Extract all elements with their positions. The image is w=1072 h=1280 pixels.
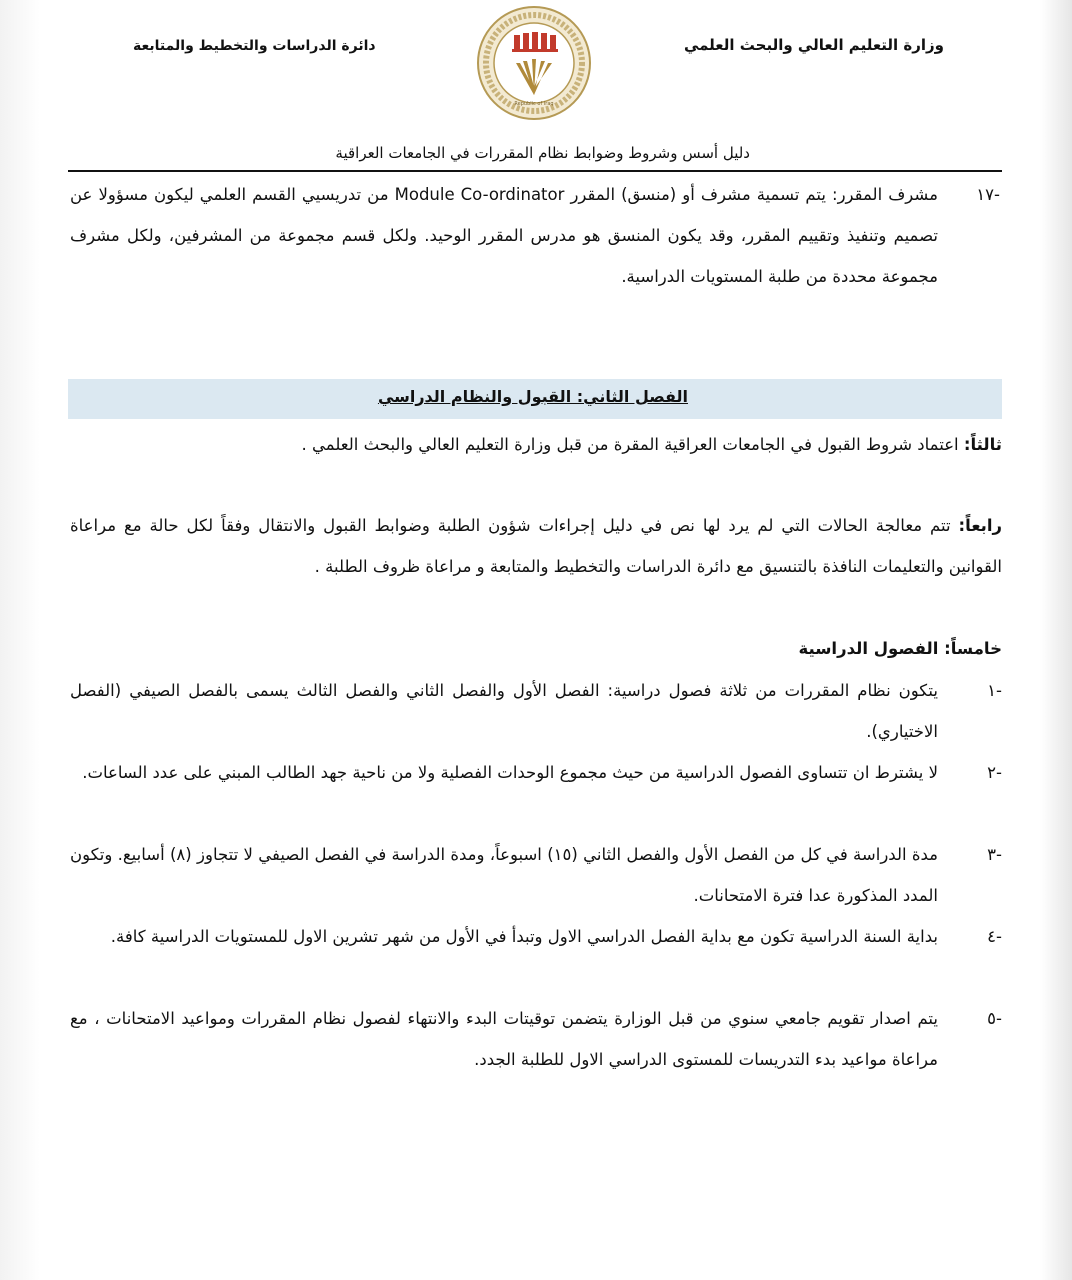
list-item-number: -٣: [987, 845, 1002, 864]
section-fourth-label: رابعاً:: [958, 516, 1002, 535]
document-subtitle: دليل أسس وشروط وضوابط نظام المقررات في الجامعات العراقية: [335, 144, 750, 162]
list-item-number: -١: [987, 681, 1002, 700]
item-17-number: -١٧: [976, 185, 1000, 204]
list-item: [70, 670, 1002, 752]
list-item-number: -٤: [987, 927, 1002, 946]
item-17-text: مشرف المقرر: يتم تسمية مشرف أو (منسق) المقرر Module Co-ordinator من تدريسيي القسم العلمي ليكون مسؤولا عن تصميم وتنفيذ وتقييم المقرر، وقد يكون المنسق هو مدرس المقرر الوحيد. ولكل قسم مجموعة من المشرفين، ولكل مشرف مجموعة محددة من طلبة المستويات الدراسية.: [70, 185, 938, 286]
list-item: [70, 752, 1002, 793]
section-fourth: [70, 505, 1002, 587]
section-third: [200, 424, 1002, 465]
list-item: [70, 998, 1002, 1080]
list-item-text: مدة الدراسة في كل من الفصل الأول والفصل الثاني (١٥) اسبوعاً، ومدة الدراسة في الفصل الصيفي لا تتجاوز (٨) أسابيع. وتكون المدد المذكورة عدا فترة الامتحانات.: [70, 845, 939, 905]
list-item-text: يتكون نظام المقررات من ثلاثة فصول دراسية: الفصل الأول والفصل الثاني والفصل الثالث يسمى بالفصل الصيفي (الفصل الاختياري).: [70, 681, 938, 741]
section-fifth-heading: خامساً: الفصول الدراسية: [798, 639, 1002, 658]
chapter-heading-band: [68, 379, 1002, 419]
list-item-number: -٢: [987, 763, 1002, 782]
list-item: [70, 916, 1002, 957]
page-shadow-right: [1040, 0, 1072, 1280]
list-item-text: يتم اصدار تقويم جامعي سنوي من قبل الوزارة يتضمن توقيتات البدء والانتهاء لفصول نظام المقررات ومواعيد الامتحانات ، مع مراعاة مواعيد بدء التدريسات للمستوى الدراسي الاول للطلبة الجدد.: [70, 1009, 938, 1069]
section-third-label: ثالثاً:: [963, 435, 1002, 454]
list-item-text: بداية السنة الدراسية تكون مع بداية الفصل الدراسي الاول وتبدأ في الأول من شهر تشرين الاول للمستويات الدراسية كافة.: [110, 927, 938, 946]
list-item: [70, 834, 1002, 916]
list-item-text: لا يشترط ان تتساوى الفصول الدراسية من حيث مجموع الوحدات الفصلية ولا من ناحية جهد الطالب المبني على عدد الساعات.: [82, 763, 938, 782]
section-fourth-text: تتم معالجة الحالات التي لم يرد لها نص في دليل إجراءات شؤون الطلبة وضوابط القبول والانتقال وفقاً لكل حالة مع مراعاة القوانين والتعليمات النافذة بالتنسيق مع دائرة الدراسات والتخطيط والمتابعة و مراعاة ظروف الطلبة .: [70, 516, 1002, 576]
department-name: دائرة الدراسات والتخطيط والمتابعة: [133, 38, 376, 54]
section-third-text: اعتماد شروط القبول في الجامعات العراقية المقرة من قبل وزارة التعليم العالي والبحث العلمي .: [301, 435, 964, 454]
list-item-number: -٥: [987, 1009, 1002, 1028]
chapter-title: الفصل الثاني: القبول والنظام الدراسي: [377, 387, 688, 406]
header-divider: [68, 170, 1002, 172]
svg-text:Republic of Iraq: Republic of Iraq: [514, 101, 554, 107]
page-shadow-left: [0, 0, 40, 1280]
ministry-name: وزارة التعليم العالي والبحث العلمي: [683, 36, 944, 54]
ministry-seal-logo: [476, 5, 592, 121]
